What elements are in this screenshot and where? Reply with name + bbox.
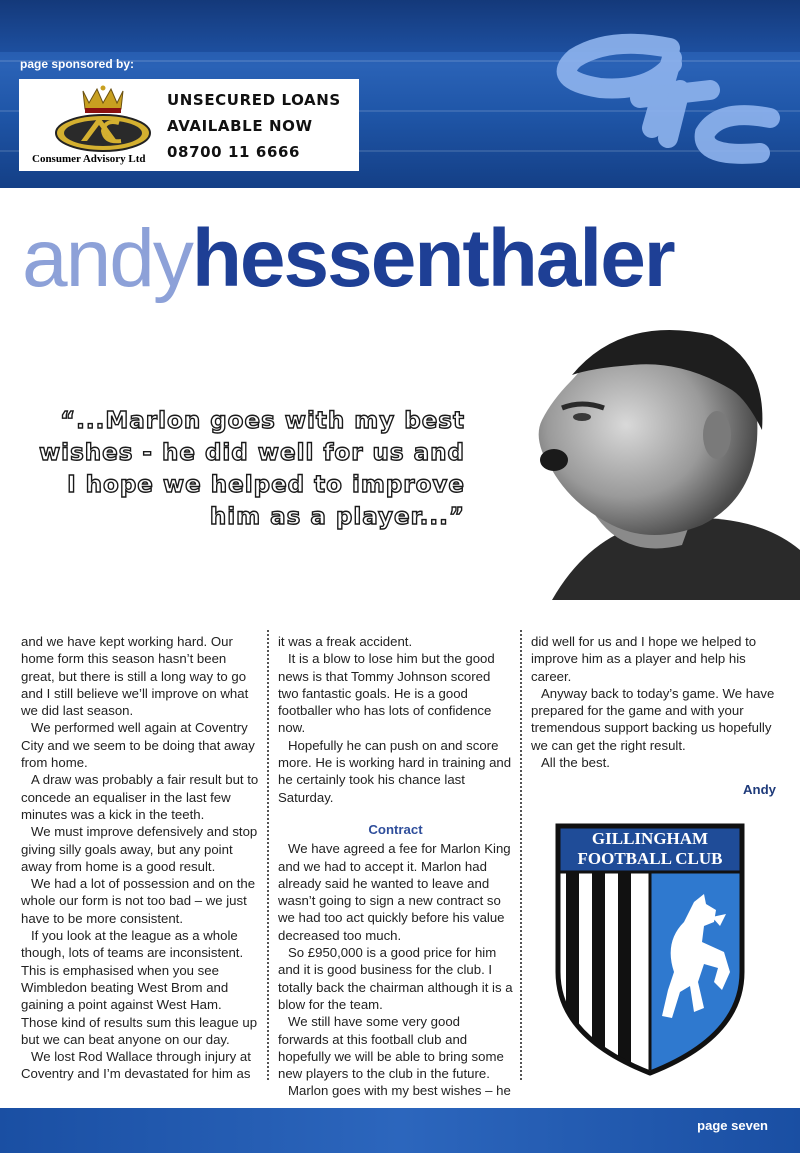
- paragraph: It is a blow to lose him but the good news is that Tommy Johnson scored two fantastic goals. He is a good footballer who has lots of confidence now.: [278, 651, 495, 736]
- article-column-3: [531, 633, 776, 799]
- title-first-name: andy: [22, 213, 192, 304]
- paragraph: We lost Rod Wallace through injury at Coventry and I’m devastated for him as: [21, 1049, 251, 1082]
- gfc-monogram-logo: [520, 18, 790, 178]
- crest-line-2: FOOTBALL CLUB: [577, 849, 723, 868]
- column-divider: [520, 630, 522, 1080]
- section-subheading: Contract: [368, 821, 423, 837]
- column-divider: [267, 630, 269, 1080]
- paragraph: If you look at the league as a whole though, lots of teams are inconsistent. This is emphasised when you see Wimbledon beating West Brom and gaining a point against West Ham. Those kind of results sum this league up but we can beat anyone on our day.: [21, 928, 258, 1047]
- paragraph: We still have some very good forwards at this football club and hopefully we will be able to bring some new players to the club in the future.: [278, 1014, 504, 1082]
- footer-bar: [0, 1108, 800, 1153]
- sponsor-line-2: AVAILABLE NOW: [167, 117, 313, 135]
- header-banner: [0, 0, 800, 188]
- article-column-2: [278, 633, 513, 1100]
- paragraph: Marlon goes with my best wishes – he: [288, 1083, 511, 1099]
- paragraph: We must improve defensively and stop giving silly goals away, but any point away from home is a good result.: [21, 824, 258, 874]
- page-title: [22, 213, 674, 304]
- sponsor-ad[interactable]: [19, 79, 359, 171]
- title-last-name: hessenthaler: [191, 213, 674, 304]
- paragraph: it was a freak accident.: [278, 634, 413, 649]
- pull-quote: “...Marlon goes with my best wishes - he did well for us and I hope we helped to improve him as a player...”: [38, 408, 465, 530]
- signoff: Andy: [743, 782, 776, 798]
- paragraph: A draw was probably a fair result but to concede an equaliser in the last few minutes was a kick in the teeth.: [21, 772, 259, 822]
- crest-line-1: GILLINGHAM: [591, 829, 709, 848]
- paragraph: We have agreed a fee for Marlon King and we had to accept it. Marlon had already said he wanted to leave and wasn’t going to sign a new contract so we had too act quickly before his value decreased too much.: [278, 841, 511, 943]
- paragraph: Anyway back to today’s game. We have prepared for the game and with your tremendous support backing us hopefully we can get the right result.: [531, 685, 775, 753]
- paragraph: Hopefully he can push on and score more. He is working hard in training and he certainly took his chance last Saturday.: [278, 737, 512, 805]
- paragraph: and we have kept working hard. Our home form this season hasn’t been great, but there is still a long way to go and I still believe we’ll improve on what we did last season.: [21, 634, 249, 719]
- paragraph: So £950,000 is a good price for him and it is good business for the club. I totally back the chairman although it is a blow for the team.: [278, 945, 513, 1012]
- sponsor-label: page sponsored by:: [20, 57, 135, 71]
- paragraph: did well for us and I hope we helped to improve him as a player and help his career.: [531, 634, 757, 684]
- gillingham-crest: [554, 822, 746, 1077]
- paragraph: We had a lot of possession and on the whole our form is not too bad – we just have to be more consistent.: [21, 876, 256, 926]
- manager-photo: [512, 320, 800, 600]
- sponsor-phone: 08700 11 6666: [167, 143, 301, 161]
- paragraph: We performed well again at Coventry City and we seem to be doing that away from home.: [21, 720, 255, 771]
- paragraph: All the best.: [541, 755, 610, 771]
- sponsor-company: Consumer Advisory Ltd: [32, 153, 146, 165]
- page-number: page seven: [697, 1118, 768, 1133]
- sponsor-line-1: UNSECURED LOANS: [167, 91, 341, 109]
- article-column-1: [21, 633, 261, 1083]
